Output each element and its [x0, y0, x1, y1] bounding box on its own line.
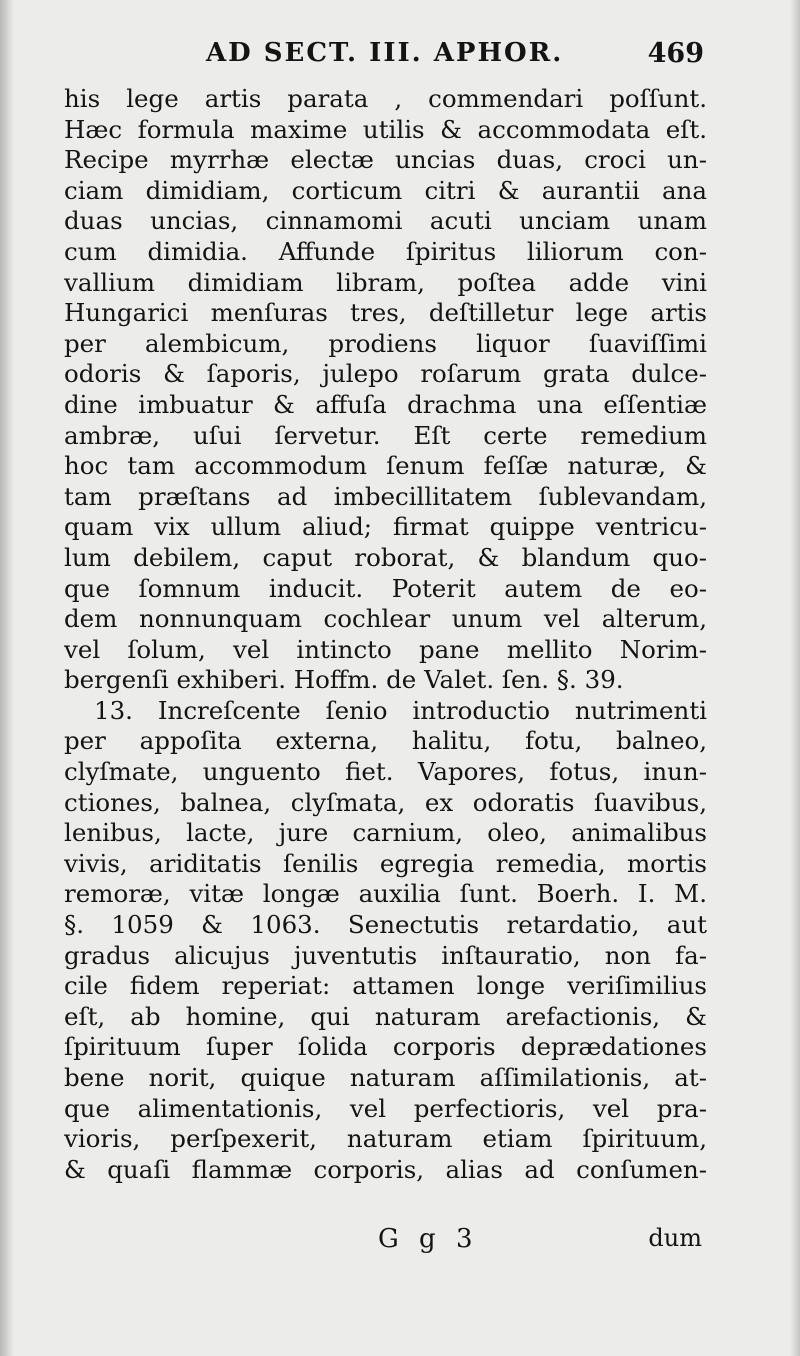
- text-line: tam præſtans ad imbecillitatem ſublevandam,: [64, 481, 707, 511]
- catchword: dum: [648, 1224, 702, 1252]
- text-line: vivis, ariditatis ſenilis egregia remedia, mortis: [64, 848, 707, 878]
- text-line: cile fidem reperiat: attamen longe veriſimilius: [64, 971, 707, 1001]
- text-line: remoræ, vitæ longæ auxilia ſunt. Boerh. I. M.: [64, 879, 707, 909]
- body-text: [64, 84, 707, 1185]
- text-line: duas uncias, cinnamomi acuti unciam unam: [64, 206, 707, 236]
- text-line: Hæc formula maxime utilis & accommodata eſt.: [64, 114, 707, 144]
- text-line: lum debilem, caput roborat, & blandum quo-: [64, 542, 707, 572]
- text-line: ciam dimidiam, corticum citri & aurantii ana: [64, 175, 707, 205]
- text-line: Hungarici menſuras tres, deſtilletur lege artis: [64, 298, 707, 328]
- text-line: odoris & ſaporis, julepo roſarum grata dulce-: [64, 359, 707, 389]
- text-line: hoc tam accommodum ſenum feſſæ naturæ, &: [64, 451, 707, 481]
- text-line: gradus alicujus juventutis inſtauratio, non fa-: [64, 940, 707, 970]
- text-line: que alimentationis, vel perfectioris, vel pra-: [64, 1093, 707, 1123]
- text-line: vel ſolum, vel intincto pane mellito Norim-: [64, 634, 707, 664]
- text-line: eſt, ab homine, qui naturam arefactionis, &: [64, 1001, 707, 1031]
- text-line: bene norit, quique naturam aſſimilationis, at-: [64, 1063, 707, 1092]
- text-line: ctiones, balnea, clyſmata, ex odoratis ſuavibus,: [64, 787, 707, 817]
- running-head: AD SECT. III. APHOR.: [206, 38, 564, 68]
- signature-mark: G g 3: [378, 1224, 479, 1254]
- text-line: clyſmate, unguento fiet. Vapores, fotus, inun-: [64, 757, 707, 787]
- page-number: 469: [647, 38, 704, 69]
- text-line: Recipe myrrhæ electæ uncias duas, croci un-: [64, 145, 707, 175]
- text-line: ſpirituum ſuper ſolida corporis deprædationes: [64, 1032, 707, 1062]
- text-line: per alembicum, prodiens liquor ſuaviſſimi: [64, 328, 707, 358]
- text-line: lenibus, lacte, jure carnium, oleo, animalibus: [64, 818, 707, 848]
- text-line: vallium dimidiam libram, poſtea adde vini: [64, 267, 707, 297]
- text-line: ambræ, uſui ſervetur. Eſt certe remedium: [64, 420, 707, 450]
- text-line: §. 1059 & 1063. Senectutis retardatio, aut: [64, 910, 707, 940]
- text-line: cum dimidia. Affunde ſpiritus liliorum con-: [64, 236, 707, 266]
- text-line: & quaſi flammæ corporis, alias ad conſumen-: [64, 1154, 707, 1184]
- text-line: vioris, perſpexerit, naturam etiam ſpirituum,: [64, 1124, 707, 1154]
- text-line: que ſomnum inducit. Poterit autem de eo-: [64, 573, 707, 603]
- text-line: 13. Increſcente ſenio introductio nutrimenti: [94, 695, 707, 725]
- page-edge-shadow-left: [0, 0, 14, 1356]
- text-line: dine imbuatur & affuſa drachma una eſſentiæ: [64, 389, 707, 419]
- text-line: bergenſi exhiberi. Hoffm. de Valet. ſen. §. 39.: [64, 665, 624, 695]
- text-line: dem nonnunquam cochlear unum vel alterum,: [64, 604, 707, 634]
- text-line: quam vix ullum aliud; firmat quippe ventricu-: [64, 512, 707, 542]
- page-edge-shadow-right: [790, 0, 800, 1356]
- text-line: per appoſita externa, halitu, fotu, balneo,: [64, 726, 707, 756]
- text-line: his lege artis parata , commendari poſſunt.: [64, 84, 707, 113]
